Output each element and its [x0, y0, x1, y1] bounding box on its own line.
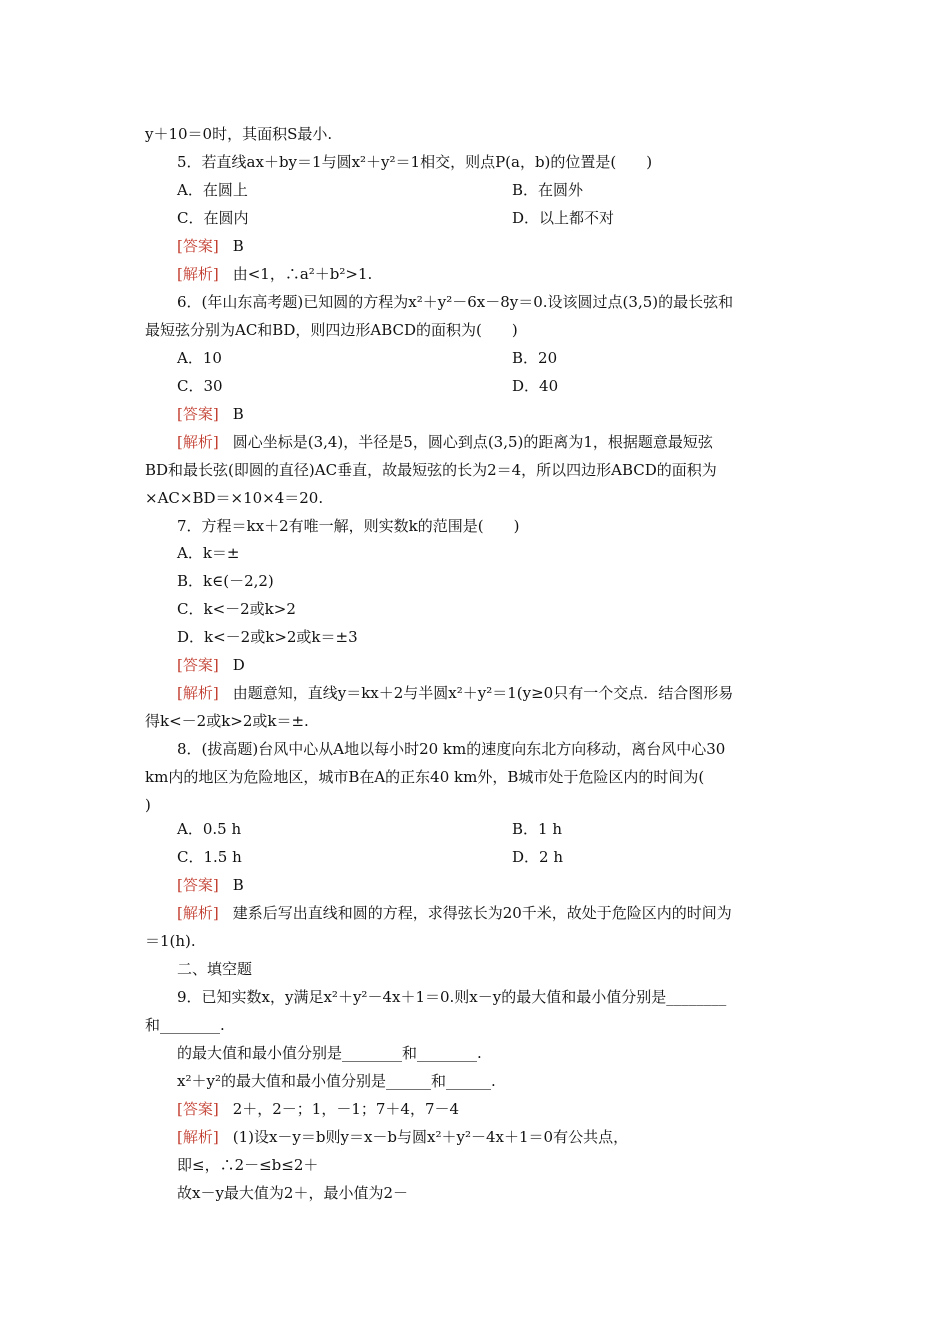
text-line: x²＋y²的最大值和最小值分别是______和______.	[177, 1072, 496, 1090]
question-9: 9．已知实数x，y满足x²＋y²－4x＋1＝0.则x－y的最大值和最小值分别是________	[177, 988, 727, 1006]
analysis-text: 由<1，∴a²＋b²>1.	[232, 265, 373, 283]
answer-text: B	[232, 405, 244, 423]
answer-line	[177, 875, 244, 895]
answer-line	[177, 404, 244, 424]
text-line: 和________.	[145, 1016, 225, 1034]
answer-tag: [答案]	[177, 237, 219, 255]
option-a: A．0.5 h	[177, 820, 242, 838]
option-b: B．k∈(－2,2)	[177, 572, 274, 590]
question-6: 6．(年山东高考题)已知圆的方程为x²＋y²－6x－8y＝0.设该圆过点(3,5)的最长弦和	[177, 293, 734, 311]
option-b: B．1 h	[512, 820, 562, 838]
answer-tag: [答案]	[177, 656, 219, 674]
analysis-line	[177, 1127, 628, 1147]
option-c: C．1.5 h	[177, 848, 242, 866]
text-line: ×AC×BD＝×10×4＝20.	[145, 489, 324, 507]
analysis-tag: [解析]	[177, 433, 219, 451]
text-line: 即≤，∴2－≤b≤2＋	[177, 1156, 319, 1174]
text-line: 得k<－2或k>2或k＝±.	[145, 712, 309, 730]
option-a: A．k＝±	[177, 544, 240, 562]
analysis-tag: [解析]	[177, 904, 219, 922]
question-5: 5．若直线ax＋by＝1与圆x²＋y²＝1相交，则点P(a，b)的位置是( )	[177, 153, 653, 171]
analysis-tag: [解析]	[177, 684, 219, 702]
question-7: 7．方程＝kx＋2有唯一解，则实数k的范围是( )	[177, 517, 520, 535]
option-d: D．40	[512, 377, 559, 395]
analysis-line	[177, 683, 733, 703]
analysis-line	[177, 264, 372, 284]
option-d: D．k<－2或k>2或k＝±3	[177, 628, 358, 646]
analysis-text: 建系后写出直线和圆的方程，求得弦长为20千米，故处于危险区内的时间为	[232, 904, 732, 922]
analysis-tag: [解析]	[177, 265, 219, 283]
analysis-tag: [解析]	[177, 1128, 219, 1146]
analysis-text: 由题意知，直线y＝kx＋2与半圆x²＋y²＝1(y≥0只有一个交点．结合图形易	[232, 684, 734, 702]
text-line: km内的地区为危险地区，城市B在A的正东40 km外，B城市处于危险区内的时间为(	[145, 768, 705, 786]
text-line: BD和最长弦(即圆的直径)AC垂直，故最短弦的长为2＝4，所以四边形ABCD的面积为	[145, 461, 717, 479]
answer-line	[177, 236, 244, 256]
answer-tag: [答案]	[177, 876, 219, 894]
option-a: A．10	[177, 349, 222, 367]
answer-tag: [答案]	[177, 1100, 219, 1118]
option-c: C．k<－2或k>2	[177, 600, 296, 618]
option-c: C．30	[177, 377, 223, 395]
answer-text: D	[232, 656, 245, 674]
analysis-text: 圆心坐标是(3,4)，半径是5，圆心到点(3,5)的距离为1，根据题意最短弦	[232, 433, 713, 451]
section-heading: 二、填空题	[177, 960, 253, 978]
text-line: 最短弦分别为AC和BD，则四边形ABCD的面积为( )	[145, 321, 518, 339]
answer-tag: [答案]	[177, 405, 219, 423]
analysis-text: (1)设x－y＝b则y＝x－b与圆x²＋y²－4x＋1＝0有公共点，	[232, 1128, 629, 1146]
answer-line	[177, 1099, 459, 1119]
option-c: C．在圆内	[177, 209, 249, 227]
answer-text: B	[232, 876, 244, 894]
option-d: D．以上都不对	[512, 209, 615, 227]
answer-text: B	[232, 237, 244, 255]
text-line: 故x－y最大值为2＋，最小值为2－	[177, 1184, 409, 1202]
text-line: y＋10＝0时，其面积S最小.	[145, 125, 333, 143]
text-line: 的最大值和最小值分别是________和________.	[177, 1044, 482, 1062]
text-line: ＝1(h).	[145, 932, 196, 950]
option-a: A．在圆上	[177, 181, 248, 199]
option-b: B．20	[512, 349, 558, 367]
analysis-line	[177, 432, 713, 452]
option-b: B．在圆外	[512, 181, 584, 199]
answer-text: 2＋，2－；1，－1；7＋4，7－4	[232, 1100, 460, 1118]
text-line: )	[145, 796, 151, 814]
question-8: 8．(拔高题)台风中心从A地以每小时20 km的速度向东北方向移动，离台风中心30	[177, 740, 726, 758]
answer-line	[177, 655, 245, 675]
option-d: D．2 h	[512, 848, 563, 866]
analysis-line	[177, 903, 732, 923]
